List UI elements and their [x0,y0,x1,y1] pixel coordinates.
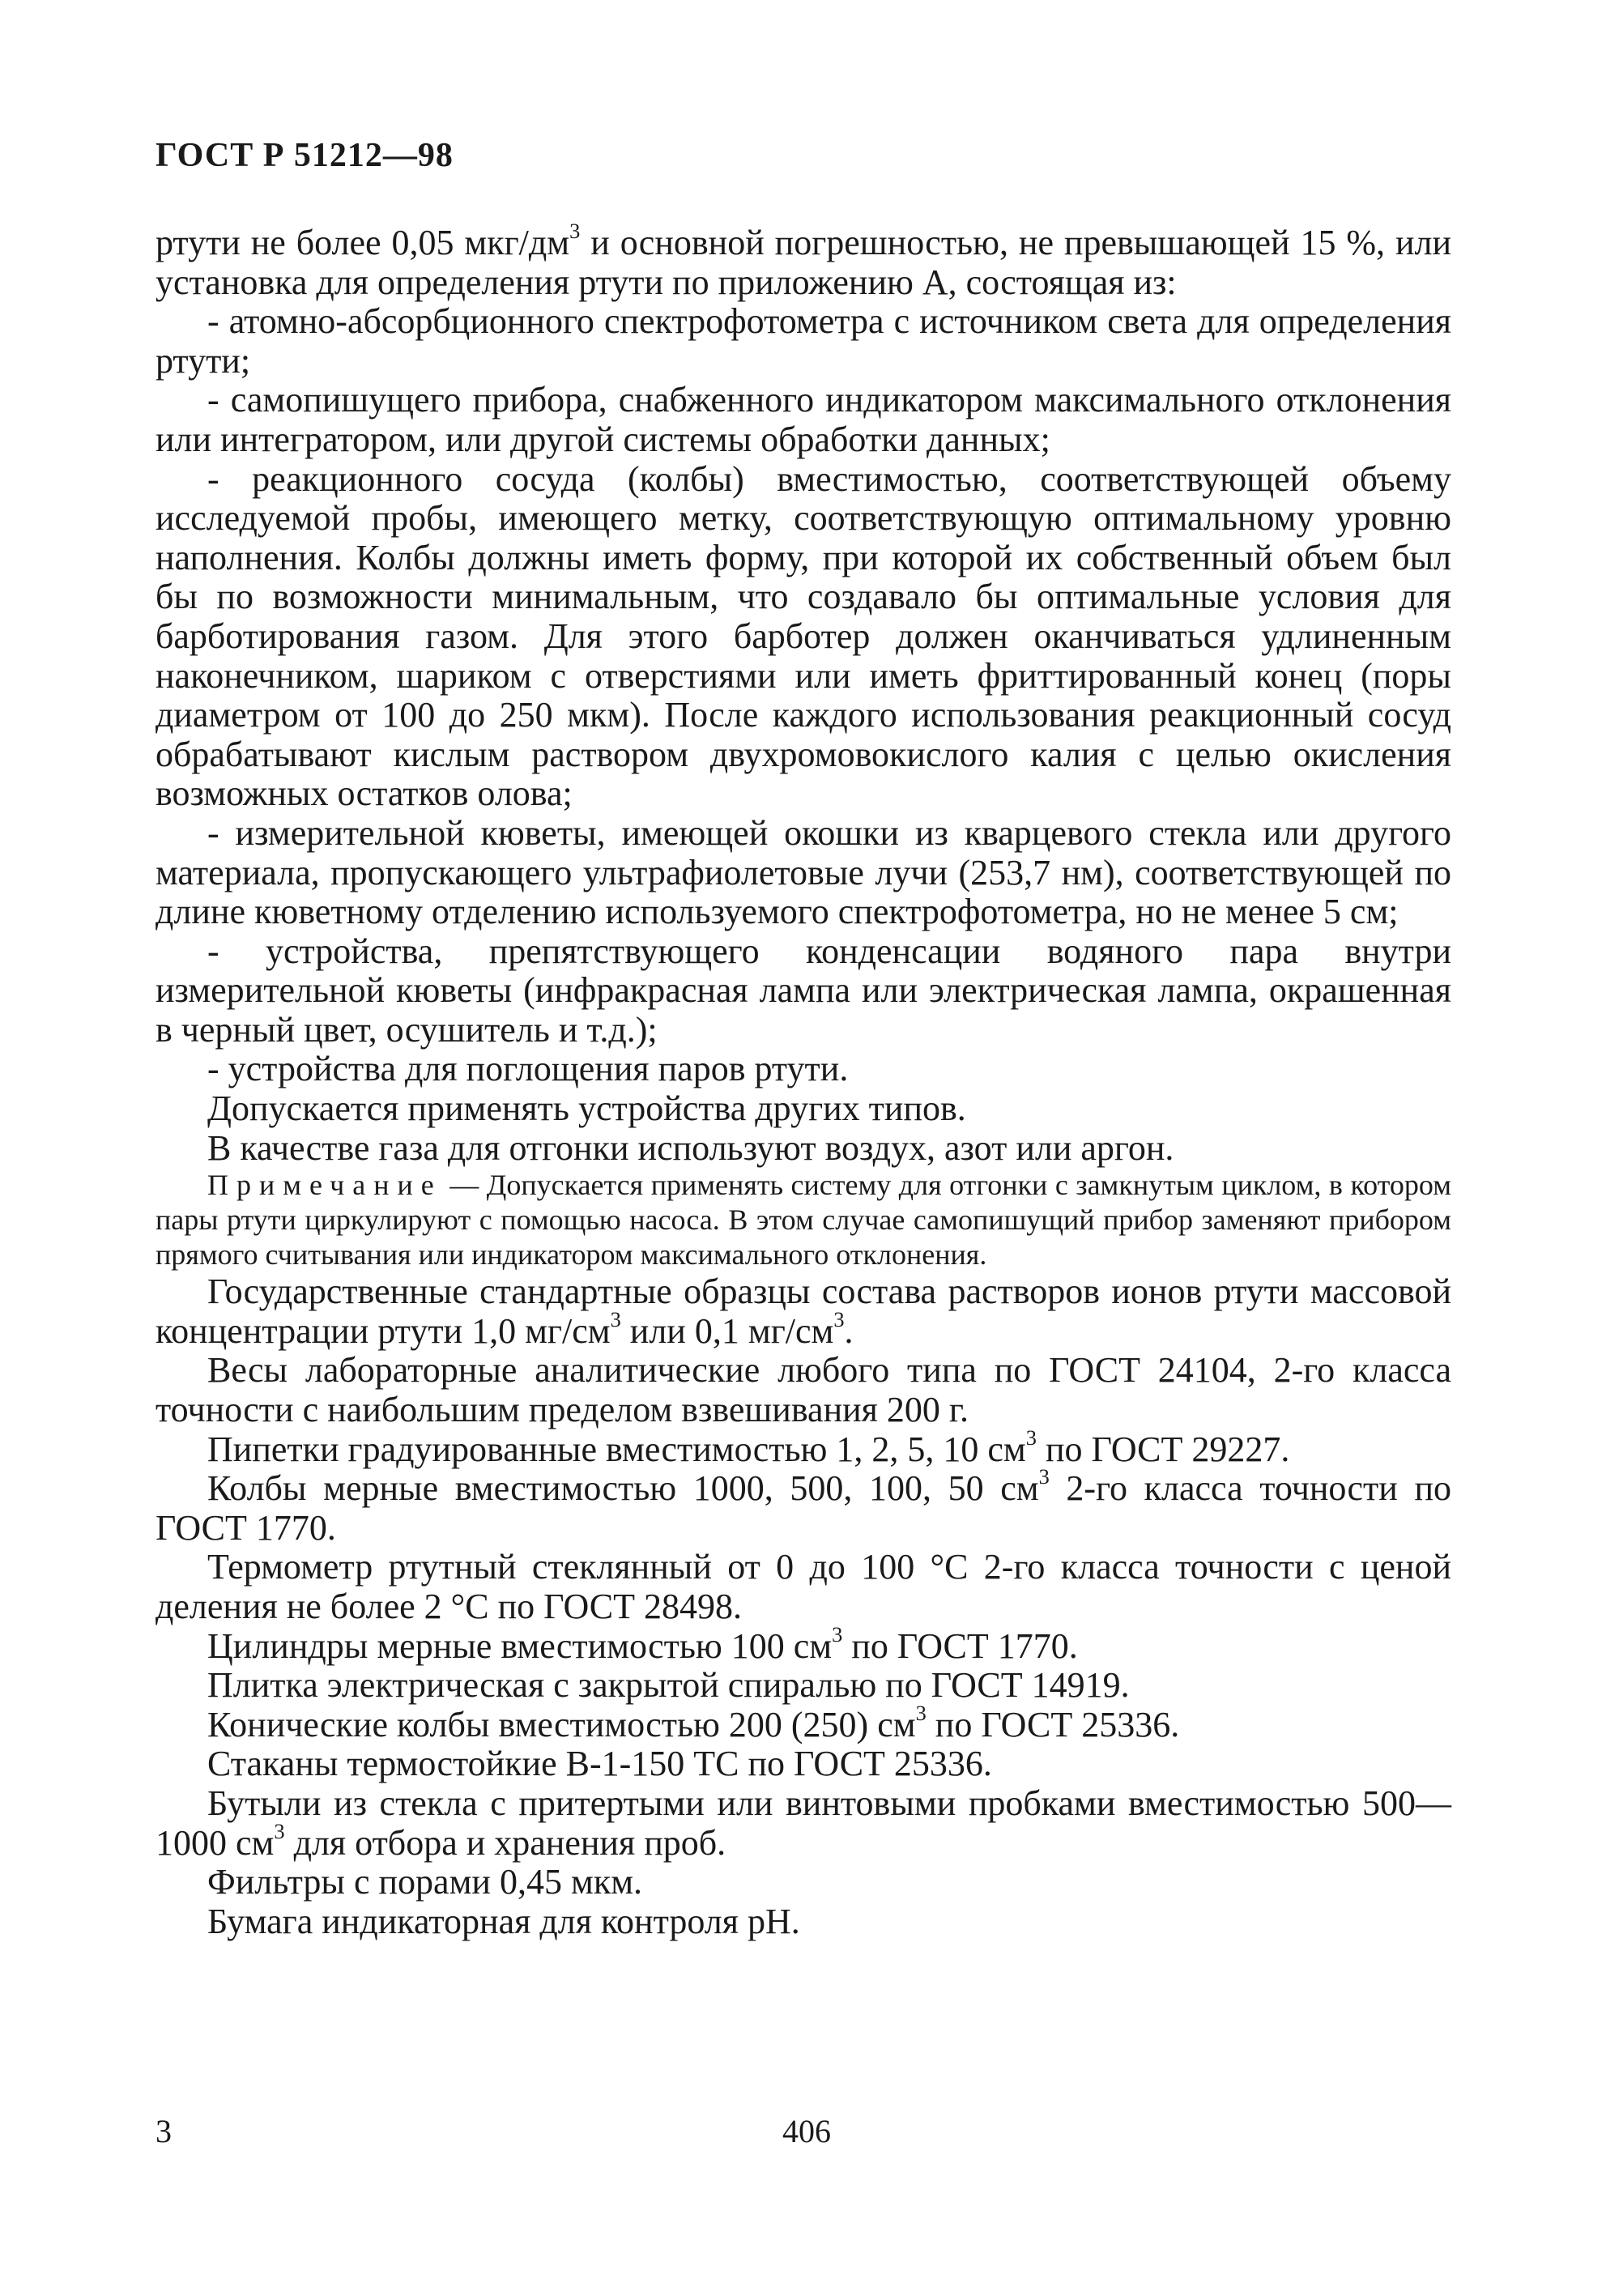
text: Пипетки градуированные вместимостью 1, 2, 5, 10 см [207,1429,1026,1469]
paragraph-continuation [155,219,1451,302]
paragraph-pipettes [155,1425,1451,1470]
list-item-absorption-device: - устройства для поглощения паров ртути. [207,1049,849,1089]
superscript: 3 [610,1307,621,1332]
paragraph-allowed-devices: Допускается применять устройства других типов. [207,1088,966,1129]
list-item-condensation-device: - устройства, препятствующего конденсации водяного пара внутри измерительной кюветы (инфракрасная лампа или электрическая лампа, окрашенная в черный цвет, осушитель и т.д.); [155,931,1451,1050]
paragraph-thermometer: Термометр ртутный стеклянный от 0 до 100 °С 2-го класса точности с ценой деления не более 2 °С по ГОСТ 28498. [155,1547,1451,1626]
paragraph-volumetric-flasks [155,1464,1451,1548]
note-lead: Примечание [207,1169,442,1202]
superscript: 3 [915,1700,927,1725]
paragraph-stove: Плитка электрическая с закрытой спиралью по ГОСТ 14919. [207,1665,1130,1706]
paragraph-standard-samples [155,1272,1451,1351]
superscript: 3 [833,1307,845,1332]
text: ртути не более 0,05 мкг/дм [155,223,570,262]
document-header: ГОСТ Р 51212—98 [155,137,454,174]
paragraph-cylinders [155,1621,1451,1667]
text: и основной погрешностью, не превышающей 15 %, или установка для определения ртути по приложению А, состоящая из: [155,223,1451,302]
superscript: 3 [569,219,581,244]
list-item-spectrophotometer: - атомно-абсорбционного спектрофотометра с источником света для определения ртути; [155,301,1451,381]
list-item-cuvette: - измерительной кюветы, имеющей окошки из кварцевого стекла или другого материала, пропускающего ультрафиолетовые лучи (253,7 нм), соответствующей по длине кюветному отделению используемого спектрофотометра, но не менее 5 см; [155,812,1451,932]
paragraph-gas: В качестве газа для отгонки используют воздух, азот или аргон. [207,1127,1174,1168]
text: Конические колбы вместимостью 200 (250) см [207,1704,916,1744]
text: Бутыли из стекла с притертыми или винтовыми пробками вместимостью 500—1000 см [155,1783,1451,1863]
text: 2-го класса точности по ГОСТ 1770. [155,1468,1451,1548]
document-body [155,219,1451,1941]
superscript: 3 [274,1818,285,1843]
paragraph-filters: Фильтры с порами 0,45 мкм. [207,1862,643,1902]
text: Государственные стандартные образцы состава растворов ионов ртути массовой концентрации ртути 1,0 мг/см [155,1272,1451,1351]
page-number-left: 3 [155,2113,172,2149]
superscript: 3 [1038,1464,1050,1489]
list-item-recorder: - самопишущего прибора, снабженного индикатором максимального отклонения или интегратором, или другой системы обработки данных; [155,380,1451,459]
paragraph-bottles [155,1784,1451,1863]
text: Колбы мерные вместимостью 1000, 500, 100, 50 см [207,1468,1039,1509]
superscript: 3 [1025,1425,1037,1450]
list-item-reaction-vessel: - реакционного сосуда (колбы) вместимостью, соответствующей объему исследуемой пробы, имеющего метку, соответствующую оптимальному уровню наполнения. Колбы должны иметь форму, при которой их собственный объем был бы по возможности минимальным, что создавало бы оптимальные условия для барботирования газом. Для этого барботер должен оканчиваться удлиненным наконечником, шариком с отверстиями или иметь фриттированный конец (поры диаметром от 100 до 250 мкм). После каждого использования реакционный сосуд обрабатывают кислым раствором двухромовокислого калия с целью окисления возможных остатков олова; [155,458,1451,814]
text: по ГОСТ 29227. [1036,1429,1290,1469]
paragraph-scales: Весы лабораторные аналитические любого типа по ГОСТ 24104, 2-го класса точности с наибольшим пределом взвешивания 200 г. [155,1350,1451,1430]
text: по ГОСТ 25336. [926,1704,1180,1744]
note-text: — Допускается применять систему для отгонки с замкнутым циклом, в котором пары ртути циркулируют с помощью насоса. В этом случае самопишущий прибор заменяют прибором прямого считывания или индикатором максимального отклонения. [155,1169,1451,1272]
text: . [844,1310,854,1351]
text: Цилиндры мерные вместимостью 100 см [207,1625,833,1666]
paragraph-indicator-paper: Бумага индикаторная для контроля рН. [207,1901,800,1941]
text: или 0,1 мг/см [620,1310,834,1351]
text: для отбора и хранения проб. [284,1822,726,1863]
page-number-center: 406 [782,2113,831,2149]
superscript: 3 [832,1621,843,1646]
paragraph-conical-flasks [155,1700,1451,1745]
note [155,1168,1451,1272]
text: по ГОСТ 1770. [842,1625,1078,1666]
paragraph-glasses: Стаканы термостойкие В-1-150 ТС по ГОСТ 25336. [207,1744,992,1784]
